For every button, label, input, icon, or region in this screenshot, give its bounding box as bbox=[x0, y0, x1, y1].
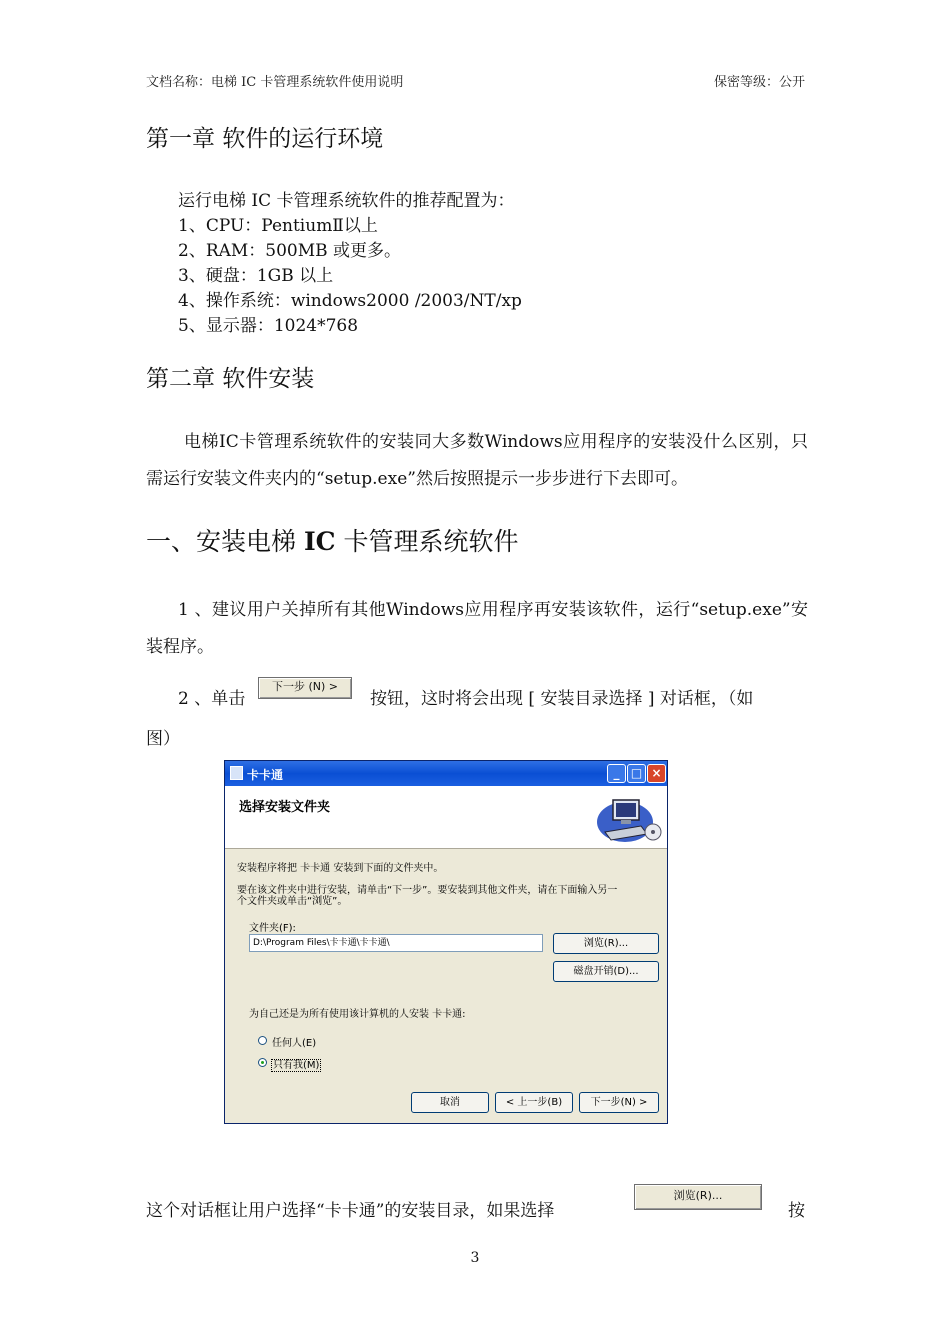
radio-only-me[interactable] bbox=[258, 1058, 267, 1067]
header-secrecy: 保密等级：公开 bbox=[713, 75, 805, 90]
radio-everyone-label: 任何人(E) bbox=[272, 1038, 317, 1049]
maximize-icon[interactable]: □ bbox=[627, 764, 646, 783]
app-icon bbox=[230, 766, 243, 780]
folder-path-input[interactable]: D:\Program Files\卡卡通\卡卡通\ bbox=[249, 934, 543, 952]
browse-button[interactable]: 浏览(R)... bbox=[553, 933, 659, 954]
install-for-label: 为自己还是为所有使用该计算机的人安装 卡卡通: bbox=[249, 1009, 466, 1020]
cancel-button[interactable]: 取消 bbox=[411, 1092, 489, 1113]
step1-paragraph: 1 、建议用户关掉所有其他Windows应用程序再安装该软件，运行“setup.exe”安装程序。 bbox=[146, 600, 808, 657]
dialog-heading: 选择安装文件夹 bbox=[239, 800, 331, 815]
dialog-instruction-line1: 要在该文件夹中进行安装，请单击“下一步”。要安装到其他文件夹，请在下面输入另一 bbox=[237, 885, 618, 896]
dialog-title: 卡卡通 bbox=[247, 768, 284, 782]
step2-prefix: 2 、单击 bbox=[178, 689, 246, 709]
disk-cost-button[interactable]: 磁盘开销(D)... bbox=[553, 961, 659, 982]
minimize-icon[interactable]: _ bbox=[607, 764, 626, 783]
config-item-display: 5、显示器：1024*768 bbox=[178, 316, 359, 336]
chapter1-title: 第一章 软件的运行环境 bbox=[146, 126, 384, 152]
back-button[interactable]: < 上一步(B) bbox=[495, 1092, 573, 1113]
chapter1-intro: 运行电梯 IC 卡管理系统软件的推荐配置为： bbox=[178, 191, 515, 211]
next-button[interactable]: 下一步(N) > bbox=[579, 1092, 659, 1113]
config-item-cpu: 1、CPU：PentiumⅡ以上 bbox=[178, 216, 378, 236]
install-folder-dialog bbox=[224, 760, 668, 1124]
header-doc-name: 文档名称：电梯 IC 卡管理系统软件使用说明 bbox=[146, 75, 404, 90]
next-button-image: 下一步 (N) > bbox=[258, 677, 352, 699]
dialog-description: 安装程序将把 卡卡通 安装到下面的文件夹中。 bbox=[237, 863, 444, 874]
radio-only-me-label: 只有我(M) bbox=[273, 1060, 320, 1071]
dialog-banner bbox=[225, 786, 667, 849]
step2-text: 按钮，这时将会出现 [ 安装目录选择 ] 对话框，（如 bbox=[370, 689, 754, 709]
browse-button-image: 浏览(R)... bbox=[634, 1184, 762, 1210]
config-item-disk: 3、硬盘：1GB 以上 bbox=[178, 266, 334, 286]
computer-setup-icon bbox=[595, 790, 665, 846]
close-icon[interactable]: × bbox=[647, 764, 666, 783]
chapter2-title: 第二章 软件安装 bbox=[146, 366, 315, 392]
dialog-instruction-line2: 个文件夹或单击“浏览”。 bbox=[237, 896, 348, 907]
radio-everyone[interactable] bbox=[258, 1036, 267, 1045]
config-item-os: 4、操作系统：windows2000 /2003/NT/xp bbox=[178, 291, 522, 311]
config-item-ram: 2、RAM：500MB 或更多。 bbox=[178, 241, 402, 261]
bottom-text-end: 按 bbox=[788, 1201, 805, 1221]
section1-title: 一、安装电梯 IC 卡管理系统软件 bbox=[146, 527, 519, 556]
dialog-titlebar bbox=[225, 761, 667, 786]
chapter2-paragraph: 电梯IC卡管理系统软件的安装同大多数Windows应用程序的安装没什么区别，只需运行安装文件夹内的“setup.exe”然后按照提示一步步进行下去即可。 bbox=[146, 432, 808, 489]
step2-continued: 图） bbox=[146, 729, 180, 749]
page-number: 3 bbox=[470, 1250, 480, 1266]
folder-label: 文件夹(F): bbox=[249, 923, 296, 934]
bottom-text: 这个对话框让用户选择“卡卡通”的安装目录，如果选择 bbox=[146, 1201, 555, 1221]
